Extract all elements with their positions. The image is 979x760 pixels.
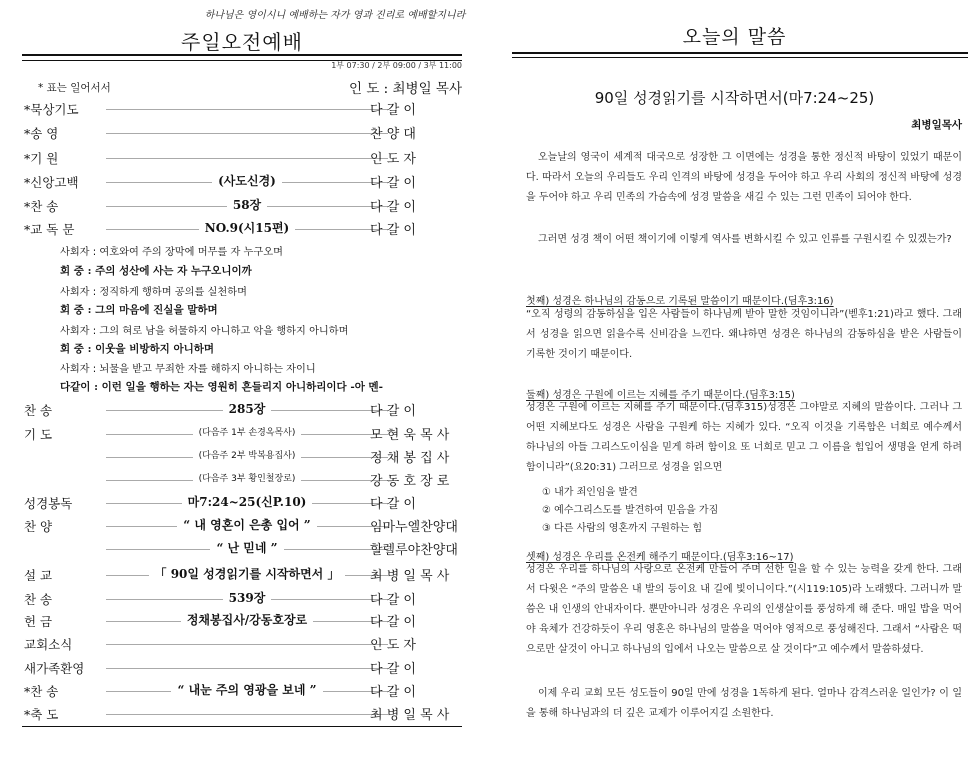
worship-order-row	[24, 515, 462, 537]
leader-line	[106, 158, 388, 159]
order-item-responsible: 인 도 자	[370, 152, 416, 167]
order-item-responsible: 임마누엘찬양대	[370, 520, 458, 535]
order-item-responsible: 할렐루야찬양대	[370, 543, 458, 558]
worship-order-row	[24, 171, 462, 193]
order-item-responsible: 다 갈 이	[370, 103, 416, 118]
worship-order-row	[24, 195, 462, 217]
order-item-detail: (다음주 3부 황인철장로)	[106, 470, 388, 484]
worship-order-row	[24, 588, 462, 610]
section-heading-2: 둘째) 성경은 구원에 이르는 지혜를 주기 때문이다.(딤후3:15)	[526, 390, 795, 401]
order-item-responsible: 찬 양 대	[370, 127, 416, 142]
standing-note: * 표는 일어서서	[38, 82, 111, 94]
worship-order-row	[24, 122, 462, 144]
order-item-detail: (사도신경)	[106, 172, 388, 189]
order-item-responsible: 인 도 자	[370, 638, 416, 653]
bottom-divider	[22, 726, 462, 727]
leader-line	[106, 133, 388, 134]
order-item-label: *축 도	[24, 707, 59, 722]
order-item-detail: “ 난 믿네 ”	[106, 539, 388, 556]
order-item-detail: 정채봉집사/강동호장로	[106, 611, 388, 628]
order-item-label: *신앙고백	[24, 175, 79, 190]
service-times: 1부 07:30 / 2부 09:00 / 3부 11:00	[331, 61, 462, 70]
congregation-line: 회 중 : 이웃을 비방하지 아니하며	[60, 343, 215, 355]
congregation-line: 다같이 : 이런 일을 행하는 자는 영원히 흔들리지 아니하리이다 -아 멘-	[60, 381, 384, 393]
order-item-label: *묵상기도	[24, 102, 79, 117]
section-heading-1: 첫째) 성경은 하나님의 감동으로 기록된 말씀이기 때문이다.(딤후3:16)	[526, 296, 834, 307]
paragraph-4: 성경은 구원에 이르는 지혜를 주기 때문이다.(딤후315)성경은 그야말로 지혜의 말씀이다. 그러나 그 어떤 지혜보다도 성경은 사람을 구원케 하는 지혜가 있다. “오직 이것을 기록함은 너희로 예수께서 하나님의 아들 그리스도이심을 믿게 하려 함이요 또 너희로 믿고 그 이름을 힘입어 생명을 얻게 하려 함이니라”(요20:31) 그러므로 성경을 읽으면	[526, 402, 962, 473]
motto: 하나님은 영이시니 예배하는 자가 영과 진리로 예배할지니라	[204, 10, 466, 21]
worship-order-row	[24, 469, 462, 491]
order-item-label: *교 독 문	[24, 222, 75, 237]
congregation-line: 회 중 : 그의 마음에 진실을 말하며	[60, 304, 218, 316]
worship-order-row	[24, 657, 462, 679]
order-item-responsible: 다 갈 이	[370, 404, 416, 419]
order-item-label: 찬 양	[24, 519, 53, 534]
order-item-detail: “ 내 영혼이 은총 입어 ”	[106, 516, 388, 533]
sermon-title-divider	[512, 52, 968, 58]
worship-order-row	[24, 538, 462, 560]
order-item-label: 새가족환영	[24, 661, 85, 676]
paragraph-1: 오늘날의 영국이 세계적 대국으로 성장한 그 이면에는 성경을 통한 정신적 바탕이 있었기 때문이다. 따라서 오늘의 우리들도 우리 인격의 바탕에 성경을 두어야 하고 우리 사회의 정신적 바탕에 성경을 두어야 하고 우리 민족의 가슴속에 성경 말씀을 새길 수 있는 그런 민족이 되어야 한다.	[526, 152, 962, 203]
order-item-responsible: 다 갈 이	[370, 685, 416, 700]
list-item: ③ 다른 사람의 영혼까지 구원하는 힘	[542, 523, 703, 534]
order-item-label: *송 영	[24, 126, 59, 141]
order-item-label: 찬 송	[24, 592, 53, 607]
order-item-responsible: 정 채 봉 집 사	[370, 451, 450, 466]
worship-order-row	[24, 610, 462, 632]
paragraph-6: 이제 우리 교회 모든 성도들이 90일 만에 성경을 1독하게 된다. 얼마나 감격스러운 일인가? 이 일을 통해 하나님과의 더 깊은 교제가 이루어지길 소원한다.	[526, 688, 962, 719]
order-item-detail: (다음주 2부 박복용집사)	[106, 447, 388, 461]
sermon-author: 최병일목사	[911, 119, 962, 131]
order-item-detail: NO.9(시15편)	[106, 219, 388, 236]
order-item-label: 성경봉독	[24, 496, 73, 511]
order-item-detail: 58장	[106, 196, 388, 213]
worship-order-row	[24, 98, 462, 120]
leader-line-text: 사회자 : 여호와여 주의 장막에 머무를 자 누구오며	[60, 247, 283, 258]
order-item-detail: 539장	[106, 589, 388, 606]
order-item-label: 설 교	[24, 568, 53, 583]
leader-line	[106, 644, 388, 645]
order-item-label: *찬 송	[24, 199, 59, 214]
paragraph-3: “오직 성령의 감동하심을 입은 사람들이 하나님께 받아 말한 것임이니라”(벧후1:21)라고 했다. 그래서 성경을 읽으면 읽을수록 신비감을 느낀다. 왜냐하면 성경은 하나님의 감동하심을 받은 사람들이 기록한 것이기 때문이다.	[526, 309, 962, 360]
list-item: ① 내가 죄인임을 발견	[542, 487, 638, 498]
leader-line-text: 사회자 : 정직하게 행하며 공의를 실천하며	[60, 287, 247, 298]
order-item-responsible: 다 갈 이	[370, 176, 416, 191]
worship-order-row	[24, 633, 462, 655]
order-item-label: *찬 송	[24, 684, 59, 699]
order-item-detail: 마7:24~25(신P.10)	[106, 493, 388, 510]
order-item-responsible: 다 갈 이	[370, 223, 416, 238]
order-item-responsible: 모 현 욱 목 사	[370, 428, 450, 443]
order-item-detail: 285장	[106, 400, 388, 417]
order-item-responsible: 다 갈 이	[370, 497, 416, 512]
worship-order-row	[24, 703, 462, 725]
leader-line	[106, 714, 388, 715]
paragraph-2: 그러면 성경 책이 어떤 책이기에 이렇게 역사를 변화시킬 수 있고 인류를 구원시킬 수 있겠는가?	[538, 234, 952, 245]
sermon-page-title: 오늘의 말씀	[682, 26, 787, 48]
leader-line-text: 사회자 : 그의 혀로 남을 허물하지 아니하고 악을 행하지 아니하며	[60, 326, 349, 337]
order-item-responsible: 다 갈 이	[370, 200, 416, 215]
sermon-page	[490, 0, 979, 760]
worship-order-row	[24, 680, 462, 702]
worship-order-row	[24, 399, 462, 421]
order-item-label: *기 원	[24, 151, 59, 166]
worship-order-row	[24, 423, 462, 445]
section-heading-3: 셋째) 성경은 우리를 온전케 해주기 때문이다.(딤후3:16~17)	[526, 552, 794, 563]
paragraph-5: 성경은 우리를 하나님의 사랑으로 온전케 만들어 주며 선한 일을 할 수 있는 능력을 갖게 한다. 그래서 다윗은 “주의 말씀은 내 발의 등이요 내 길에 빛이니이다.”(시119:105)라 노래했다. 그러니까 말씀은 내 인생의 안내자이다. 뿐만아니라 성경은 우리의 인생살이를 풍성하게 해 준다. 매일 밥을 먹어야 육체가 건강하듯이 우리 영혼은 하나님의 말씀을 먹어야 영적으로 풍성해진다. 그래서 “사람은 떡으로만 살것이 아니고 하나님의 입에서 나오는 말씀으로 살 것이다”고 예수께서 말씀하셨다.	[526, 564, 962, 655]
order-item-responsible: 다 갈 이	[370, 615, 416, 630]
order-item-detail: “ 내눈 주의 영광을 보네 ”	[106, 681, 388, 698]
order-item-responsible: 최 병 일 목 사	[370, 708, 450, 723]
worship-leader: 인 도 : 최병일 목사	[348, 81, 462, 97]
leader-line	[106, 668, 388, 669]
leader-line	[106, 109, 388, 110]
order-item-label: 헌 금	[24, 614, 53, 629]
worship-order-row	[24, 492, 462, 514]
order-item-label: 기 도	[24, 427, 53, 442]
order-item-detail: (다음주 1부 손경옥목사)	[106, 424, 388, 438]
order-item-responsible: 다 갈 이	[370, 662, 416, 677]
worship-order-row	[24, 218, 462, 240]
order-item-responsible: 최 병 일 목 사	[370, 569, 450, 584]
order-item-label: 교회소식	[24, 637, 73, 652]
leader-line-text: 사회자 : 뇌물을 받고 무죄한 자를 해하지 아니하는 자이니	[60, 364, 316, 375]
order-item-detail: 「 90일 성경읽기를 시작하면서 」	[106, 565, 388, 582]
order-item-responsible: 강 동 호 장 로	[370, 474, 450, 489]
worship-order-row	[24, 147, 462, 169]
order-item-label: 찬 송	[24, 403, 53, 418]
page-title: 주일오전예배	[181, 30, 303, 54]
worship-order-row	[24, 446, 462, 468]
list-item: ② 예수그리스도를 발견하여 믿음을 가짐	[542, 505, 719, 516]
congregation-line: 회 중 : 주의 성산에 사는 자 누구오니이까	[60, 265, 252, 277]
worship-order-row	[24, 564, 462, 586]
order-item-responsible: 다 갈 이	[370, 593, 416, 608]
sermon-title: 90일 성경읽기를 시작하면서(마7:24~25)	[594, 89, 875, 107]
